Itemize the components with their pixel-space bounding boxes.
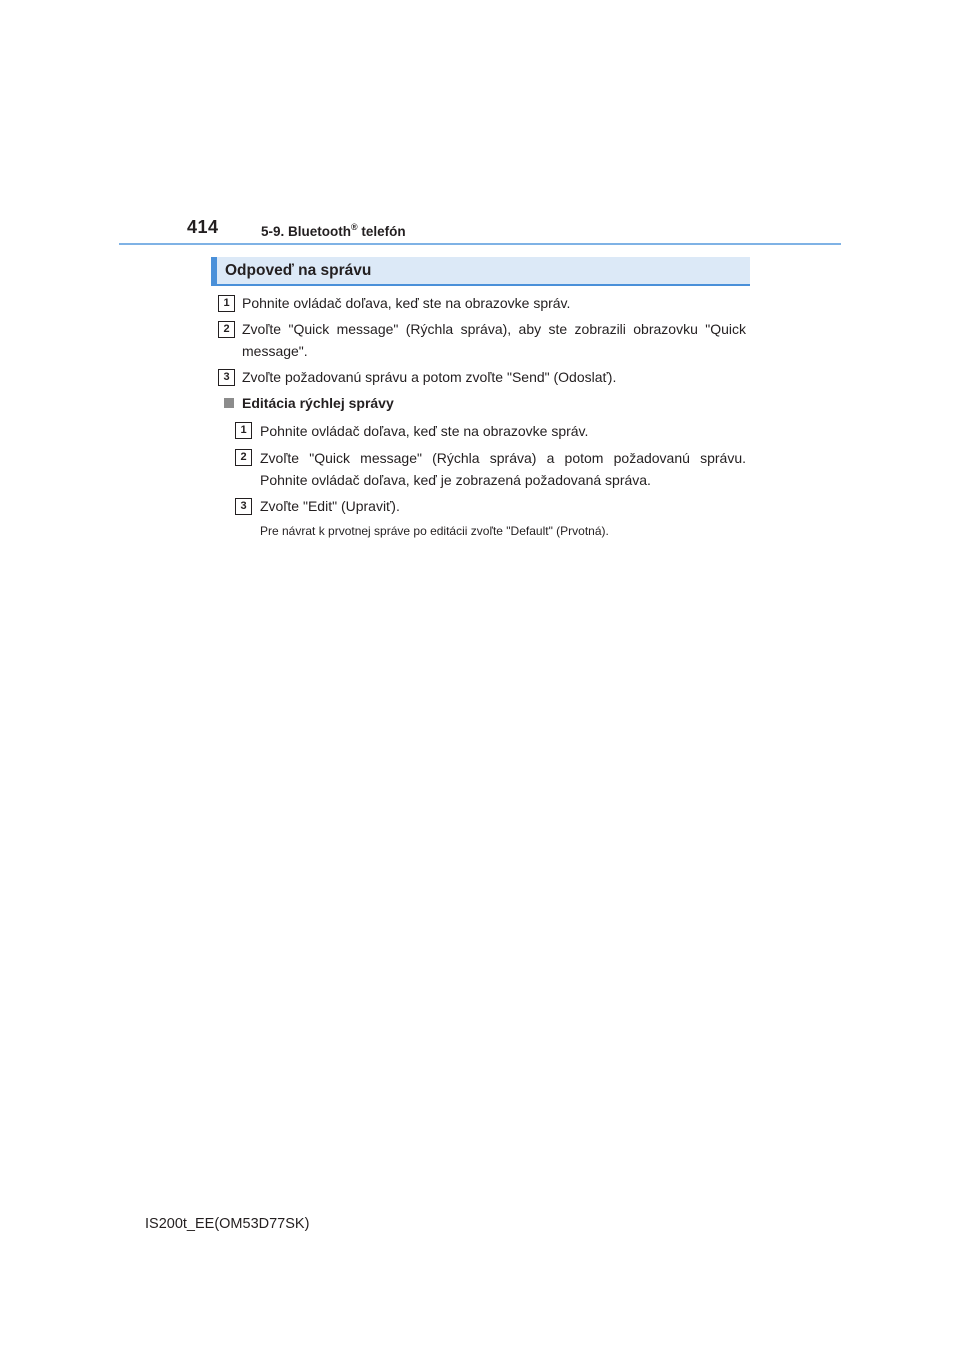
step-number-1: 1 [218,295,235,312]
sub-step-text-3: Zvoľte "Edit" (Upraviť). [260,498,400,514]
subsection-title: Editácia rýchlej správy [242,395,394,411]
header-divider [119,243,841,245]
page-number: 414 [187,217,219,237]
step-number-2: 2 [218,321,235,338]
section-suffix: telefón [357,224,406,239]
topic-heading: Odpoveď na správu [225,262,372,279]
step-text-3: Zvoľte požadovanú správu a potom zvoľte "Send" (Odoslať). [242,369,617,385]
topic-heading-box [211,257,750,286]
step-number-3: 3 [218,369,235,386]
section-title [261,222,406,239]
sub-step-text-2: Zvoľte "Quick message" (Rýchla správa) a potom požadovanú správu. Pohnite ovládač doľava, keď je zobrazená požadovaná správa. [260,450,746,488]
document-code: IS200t_EE(OM53D77SK) [145,1216,310,1232]
sub-step-number-3: 3 [235,498,252,515]
step-text-1: Pohnite ovládač doľava, keď ste na obrazovke správ. [242,295,571,311]
note-text: Pre návrat k prvotnej správe po editácii zvoľte "Default" (Prvotná). [260,524,609,538]
subsection-heading [224,395,394,411]
sub-step-number-2: 2 [235,449,252,466]
section-name: 5-9. Bluetooth [261,224,351,239]
step-text-2: Zvoľte "Quick message" (Rýchla správa), aby ste zobrazili obrazovku "Quick message". [242,321,746,359]
square-bullet-icon [224,398,234,408]
registered-mark: ® [351,222,358,232]
sub-step-number-1: 1 [235,422,252,439]
sub-step-text-1: Pohnite ovládač doľava, keď ste na obrazovke správ. [260,423,589,439]
